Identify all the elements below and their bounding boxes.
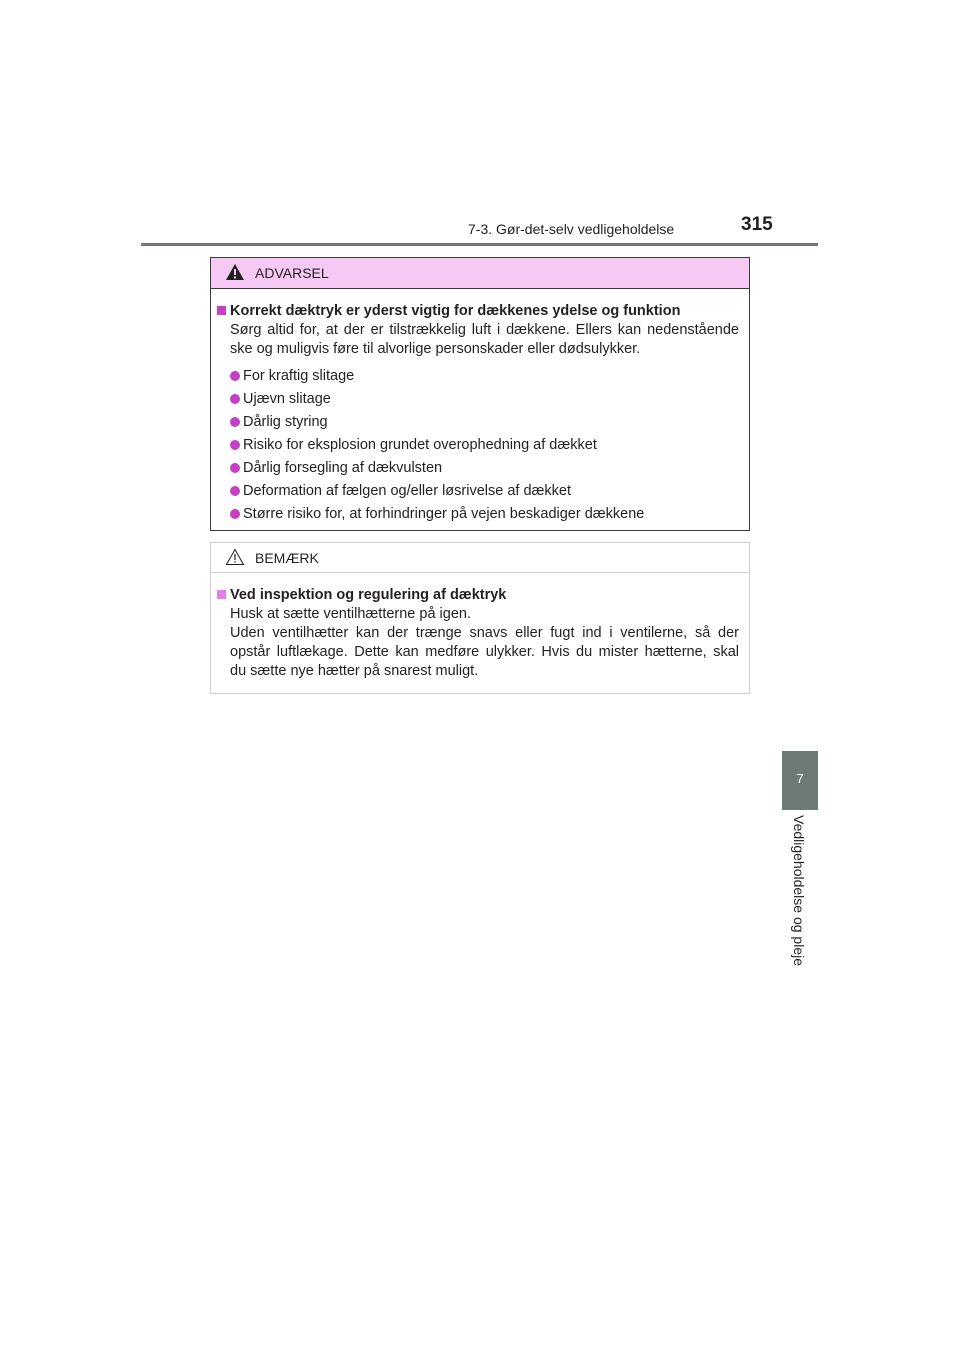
list-item xyxy=(230,505,739,528)
note-heading-text: Ved inspektion og regulering af dæktryk xyxy=(230,587,507,603)
round-bullet-icon xyxy=(230,417,240,427)
paragraph-line: du sætte nye hætter på snarest muligt. xyxy=(230,663,479,679)
warning-heading xyxy=(217,302,739,321)
square-bullet-icon xyxy=(217,590,226,599)
round-bullet-icon xyxy=(230,463,240,473)
paragraph-line: ske og muligvis føre til alvorlige personskader eller dødsulykker. xyxy=(230,341,641,357)
round-bullet-icon xyxy=(230,371,240,381)
list-item-text: Ujævn slitage xyxy=(243,391,331,407)
list-item xyxy=(230,413,739,436)
round-bullet-icon xyxy=(230,509,240,519)
chapter-number: 7 xyxy=(796,771,804,786)
list-item xyxy=(230,367,739,390)
list-item-text: Dårlig styring xyxy=(243,414,328,430)
warning-heading-text: Korrekt dæktryk er yderst vigtig for dækkenes ydelse og funktion xyxy=(230,303,681,319)
paragraph-line: Sørg altid for, at der er tilstrækkelig luft i dækkene. Ellers kan nedenstående xyxy=(230,322,739,338)
list-item-text: Deformation af fælgen og/eller løsrivelse af dækket xyxy=(243,483,572,499)
chapter-title: Vedligeholdelse og pleje xyxy=(791,815,807,967)
paragraph-line: Uden ventilhætter kan der trænge snavs eller fugt ind i ventilerne, så der xyxy=(230,625,739,641)
warning-section xyxy=(217,302,739,528)
caution-triangle-outline-icon xyxy=(225,548,245,566)
note-paragraph xyxy=(217,605,739,681)
warning-triangle-icon xyxy=(225,263,245,281)
list-item xyxy=(230,390,739,413)
list-item-text: For kraftig slitage xyxy=(243,368,355,384)
note-label: BEMÆRK xyxy=(255,550,319,566)
round-bullet-icon xyxy=(230,440,240,450)
list-item xyxy=(230,436,739,459)
note-section xyxy=(217,586,739,681)
warning-paragraph xyxy=(217,321,739,359)
warning-bullet-list xyxy=(217,367,739,528)
list-item xyxy=(230,459,739,482)
note-box-header xyxy=(211,543,749,573)
section-title: 7-3. Gør-det-selv vedligeholdelse xyxy=(468,221,675,237)
list-item-text: Risiko for eksplosion grundet overophedning af dækket xyxy=(243,437,597,453)
round-bullet-icon xyxy=(230,486,240,496)
warning-box-header xyxy=(211,258,749,289)
list-item-text: Dårlig forsegling af dækvulsten xyxy=(243,460,443,476)
warning-box xyxy=(210,257,750,531)
paragraph-line: Husk at sætte ventilhætterne på igen. xyxy=(230,606,471,622)
page-number: 315 xyxy=(741,214,773,235)
round-bullet-icon xyxy=(230,394,240,404)
header-rule xyxy=(141,243,818,246)
chapter-tab xyxy=(782,751,818,810)
note-heading xyxy=(217,586,739,605)
warning-label: ADVARSEL xyxy=(255,265,329,281)
paragraph-line: opstår luftlækage. Dette kan medføre ulykker. Hvis du mister hætterne, skal xyxy=(230,644,739,660)
list-item xyxy=(230,482,739,505)
note-box xyxy=(210,542,750,694)
square-bullet-icon xyxy=(217,306,226,315)
list-item-text: Større risiko for, at forhindringer på vejen beskadiger dækkene xyxy=(243,506,645,522)
